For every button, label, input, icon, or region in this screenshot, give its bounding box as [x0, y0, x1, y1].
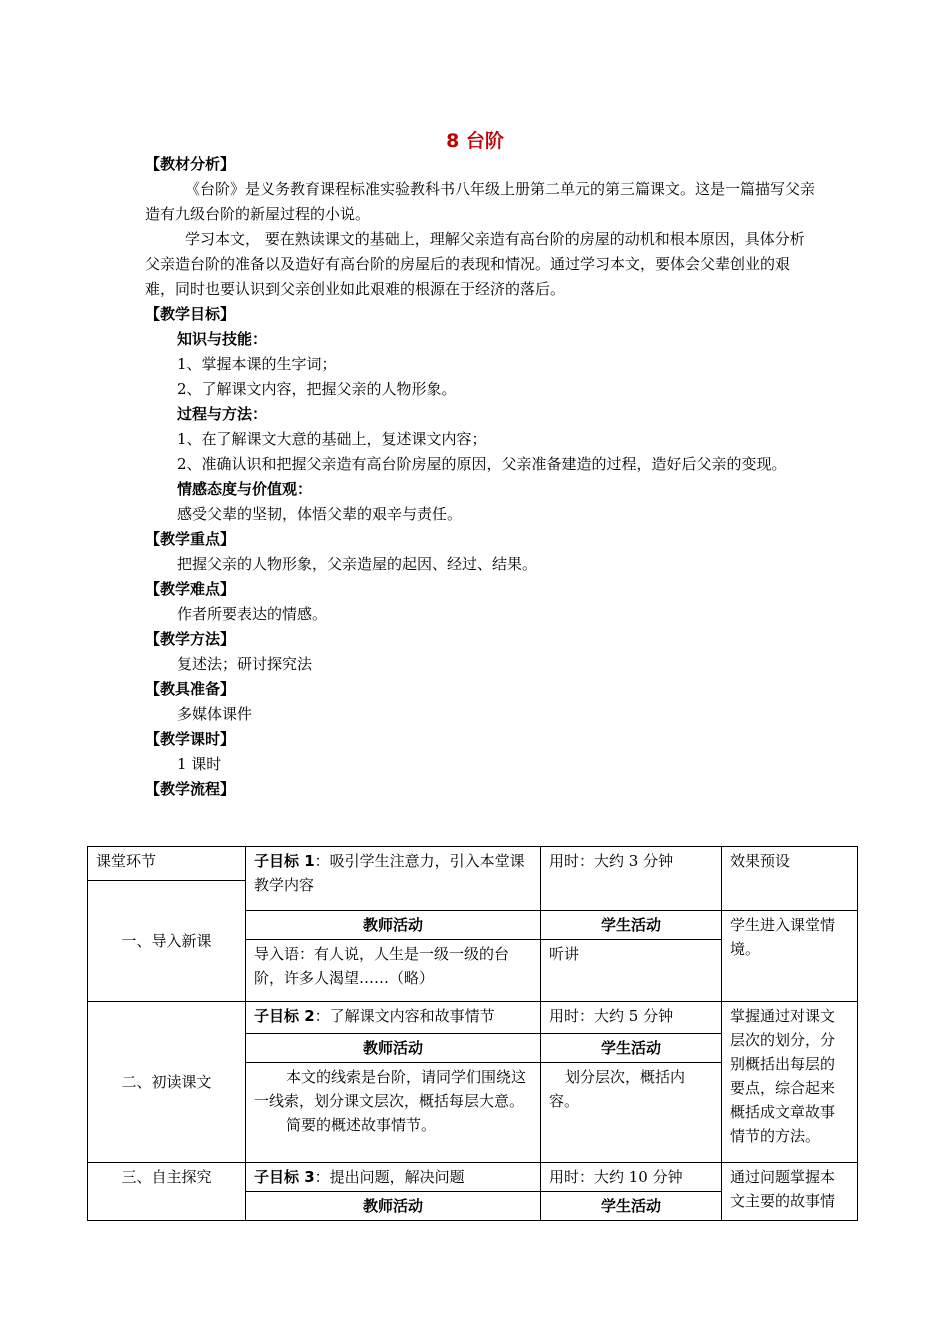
stage-header: 课堂环节: [96, 852, 157, 870]
student-activity-2: 划分层次，概括内容。: [549, 1068, 686, 1110]
effect-1: 学生进入课堂情境。: [730, 916, 836, 958]
goals-heading: 【教学目标】: [145, 305, 236, 323]
effect-2-cell: [722, 1002, 858, 1163]
hours-heading: 【教学课时】: [145, 730, 236, 748]
process-item-2: 2、准确认识和把握父亲造有高台阶房屋的原因，父亲准备建造的过程，造好后父亲的变现。: [177, 455, 787, 473]
time-1-cell: [541, 847, 722, 911]
stage-1: 一、导入新课: [121, 932, 212, 950]
effect-header-cell: [722, 847, 858, 911]
student-activity-header-2: 学生活动: [541, 1034, 722, 1063]
goal-2-label: 子目标 2: [254, 1007, 315, 1025]
lesson-plan-body: [145, 152, 815, 802]
document-title: 8 台阶: [446, 130, 504, 152]
effect-2: 掌握通过对课文层次的划分，分别概括出每层的要点，综合起来概括成文章故事情节的方法。: [730, 1007, 836, 1145]
difficulty-text: 作者所要表达的情感。: [177, 605, 328, 623]
knowledge-heading: 知识与技能：: [177, 330, 268, 348]
teacher-activity-header-1: 教师活动: [246, 911, 541, 940]
student-activity-header-1: 学生活动: [541, 911, 722, 940]
teaching-flow-table: [87, 846, 858, 1221]
goal-1-text: ：吸引学生注意力，引入本堂课教学内容: [254, 852, 525, 894]
goal-3-cell: [246, 1163, 541, 1192]
goal-1-label: 子目标 1: [254, 852, 315, 870]
time-1: 用时：大约 3 分钟: [549, 852, 674, 870]
method-heading: 【教学方法】: [145, 630, 236, 648]
teacher-activity-2-line-1: 本文的线索是台阶，请同学们围绕这一线索，划分课文层次，概括每层大意。: [254, 1068, 527, 1110]
stage-3-cell: [88, 1163, 246, 1221]
knowledge-item-2: 2、了解课文内容，把握父亲的人物形象。: [177, 380, 457, 398]
goal-2-cell: [246, 1002, 541, 1034]
tools-heading: 【教具准备】: [145, 680, 236, 698]
knowledge-item-1: 1、掌握本课的生字词；: [177, 355, 337, 373]
stage-1-cell: [88, 881, 246, 1002]
effect-3-cell: [722, 1163, 858, 1221]
teacher-activity-2-cell: [246, 1063, 541, 1163]
hours-text: 1 课时: [177, 755, 222, 773]
effect-header: 效果预设: [730, 852, 791, 870]
time-3-cell: [541, 1163, 722, 1192]
flow-heading: 【教学流程】: [145, 780, 236, 798]
goal-1-cell: [246, 847, 541, 911]
effect-3: 通过问题掌握本文主要的故事情: [730, 1168, 836, 1210]
teacher-activity-1: 导入语：有人说，人生是一级一级的台阶，许多人渴望……（略）: [246, 940, 541, 1002]
process-heading: 过程与方法：: [177, 405, 268, 423]
tools-text: 多媒体课件: [177, 705, 253, 723]
process-item-1: 1、在了解课文大意的基础上，复述课文内容；: [177, 430, 487, 448]
method-text: 复述法；研讨探究法: [177, 655, 313, 673]
goal-3-label: 子目标 3: [254, 1168, 315, 1186]
emotion-heading: 情感态度与价值观：: [177, 480, 313, 498]
stage-3: 三、自主探究: [121, 1168, 212, 1186]
time-3: 用时：大约 10 分钟: [549, 1168, 683, 1186]
key-heading: 【教学重点】: [145, 530, 236, 548]
stage-2-cell: [88, 1002, 246, 1163]
student-activity-header-3: 学生活动: [541, 1192, 722, 1221]
goal-3-text: ：提出问题，解决问题: [314, 1168, 465, 1186]
student-activity-2-cell: [541, 1063, 722, 1163]
teacher-activity-2-line-2: 简要的概述故事情节。: [286, 1116, 437, 1134]
teacher-activity-header-2: 教师活动: [246, 1034, 541, 1063]
student-activity-1: 听讲: [541, 940, 722, 1002]
stage-header-cell: [88, 847, 246, 881]
analysis-heading: 【教材分析】: [145, 155, 236, 173]
time-2-cell: [541, 1002, 722, 1034]
analysis-paragraph-2: 学习本文， 要在熟读课文的基础上，理解父亲造有高台阶的房屋的动机和根本原因，具体分析父亲造台阶的准备以及造好有高台阶的房屋后的表现和情况。通过学习本文，要体会父辈创业的艰难，同时也要认识到父亲创业如此艰难的根源在于经济的落后。: [145, 230, 805, 298]
time-2: 用时：大约 5 分钟: [549, 1007, 674, 1025]
stage-2: 二、初读课文: [121, 1073, 212, 1091]
key-text: 把握父亲的人物形象，父亲造屋的起因、经过、结果。: [177, 555, 538, 573]
goal-2-text: ：了解课文内容和故事情节: [314, 1007, 495, 1025]
emotion-item-1: 感受父辈的坚韧，体悟父辈的艰辛与责任。: [177, 505, 463, 523]
teacher-activity-header-3: 教师活动: [246, 1192, 541, 1221]
effect-1-cell: [722, 911, 858, 1002]
difficulty-heading: 【教学难点】: [145, 580, 236, 598]
analysis-paragraph-1: 《台阶》是义务教育课程标准实验教科书八年级上册第二单元的第三篇课文。这是一篇描写父亲造有九级台阶的新屋过程的小说。: [145, 180, 816, 223]
